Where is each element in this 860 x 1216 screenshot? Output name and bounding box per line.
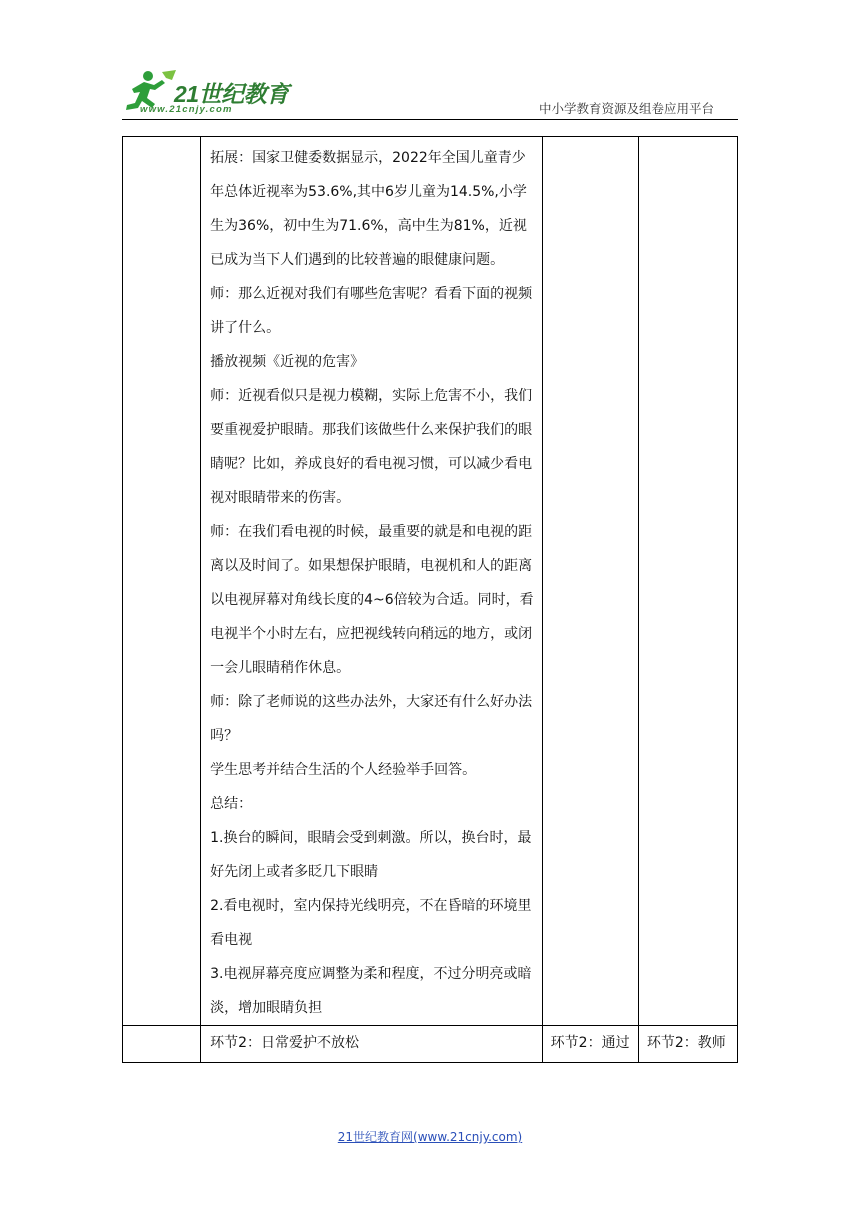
table-cell-content: [201, 1026, 543, 1063]
section-heading: 环节2：日常爱护不放松: [210, 1035, 360, 1051]
table-cell-student: [542, 137, 638, 1026]
table-cell-design: [638, 137, 737, 1026]
table-cell-step: [123, 137, 201, 1026]
paragraph: 2.看电视时，室内保持光线明亮，不在昏暗的环境里看电视: [210, 898, 532, 948]
footer-link[interactable]: 21世纪教育网(www.21cnjy.com): [337, 1130, 523, 1144]
paragraph: 师：除了老师说的这些办法外，大家还有什么好办法吗？: [210, 694, 533, 744]
paragraph: 师：近视看似只是视力模糊，实际上危害不小，我们要重视爱护眼睛。那我们该做些什么来保护我们的眼睛呢？比如，养成良好的看电视习惯，可以减少看电视对眼睛带来的伤害。: [210, 388, 533, 506]
logo[interactable]: [122, 68, 292, 118]
cell-text: 环节2：通过: [550, 1035, 630, 1051]
page-header: [0, 0, 860, 125]
header-divider: [122, 119, 738, 120]
paragraph: 3.电视屏幕亮度应调整为柔和程度，不过分明亮或暗淡，增加眼睛负担: [210, 966, 532, 1016]
cell-text: 环节2：教师: [646, 1035, 726, 1051]
table-row: [123, 1026, 738, 1063]
table-row: [123, 137, 738, 1026]
logo-text: 21世纪教育: [174, 81, 289, 107]
platform-name: 中小学教育资源及组卷应用平台: [539, 101, 715, 116]
table-cell-student: [542, 1026, 638, 1063]
paragraph: 师：在我们看电视的时候，最重要的就是和电视的距离以及时间了。如果想保护眼睛，电视机和人的距离以电视屏幕对角线长度的4~6倍较为合适。同时，看电视半个小时左右，应把视线转向稍远的地方，或闭一会儿眼睛稍作休息。: [210, 524, 534, 676]
table-cell-design: [638, 1026, 737, 1063]
paragraph: 1.换台的瞬间，眼睛会受到刺激。所以，换台时，最好先闭上或者多眨几下眼睛: [210, 830, 532, 880]
logo-url: www.21cnjy.com: [140, 104, 233, 115]
paragraph: 播放视频《近视的危害》: [210, 354, 365, 370]
paragraph: 学生思考并结合生活的个人经验举手回答。: [210, 762, 477, 778]
paragraph: 师：那么近视对我们有哪些危害呢？看看下面的视频讲了什么。: [210, 286, 533, 336]
paragraph: 拓展：国家卫健委数据显示，2022年全国儿童青少年总体近视率为53.6%,其中6岁儿童为14.5%,小学生为36%，初中生为71.6%，高中生为81%，近视已成为当下人们遇到的比较普遍的眼健康问题。: [210, 150, 527, 268]
table-cell-content: [201, 137, 543, 1026]
paragraph: 总结：: [210, 796, 253, 812]
lesson-plan-table: [122, 136, 738, 1063]
table-cell-step: [123, 1026, 201, 1063]
